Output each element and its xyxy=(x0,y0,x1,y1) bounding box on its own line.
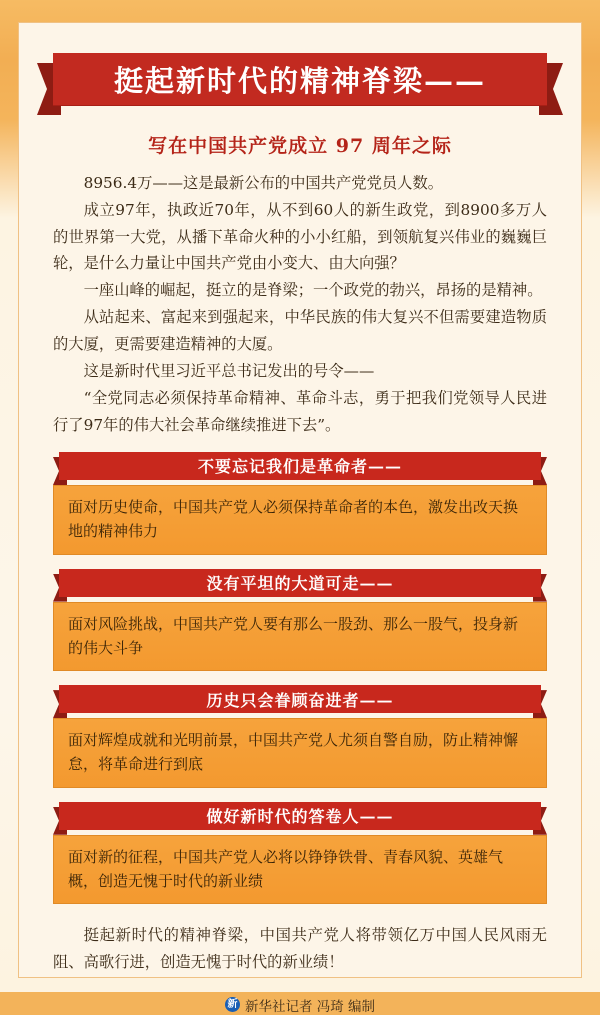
section-heading-ribbon xyxy=(59,802,541,830)
paragraph: 挺起新时代的精神脊梁，中国共产党人将带领亿万中国人民风雨无阻、高歌行进，创造无愧于时代的新业绩！ xyxy=(53,926,547,971)
section-heading-text: 不要忘记我们是革命者—— xyxy=(197,457,402,477)
section-block xyxy=(53,802,547,905)
section-heading-banner xyxy=(53,802,547,832)
intro-body xyxy=(19,162,581,438)
section-body-text: 面对新的征程，中国共产党人必将以铮铮铁骨、青春风貌、英雄气概，创造无愧于时代的新业绩 xyxy=(53,835,547,905)
poster-content xyxy=(18,22,582,1015)
section-body-text: 面对历史使命，中国共产党人必须保持革命者的本色，激发出改天换地的精神伟力 xyxy=(53,485,547,555)
section-heading-banner xyxy=(53,685,547,715)
section-heading-banner xyxy=(53,569,547,599)
paragraph: 成立97年，执政近70年，从不到60人的新生政党，到8900多万人的世界第一大党，从播下革命火种的小小红船，到领航复兴伟业的巍巍巨轮，是什么力量让中国共产党由小变大、由大向强？ xyxy=(53,201,547,272)
section-heading-banner xyxy=(53,452,547,482)
title-ribbon xyxy=(53,53,547,105)
credit-line xyxy=(19,995,581,1015)
paragraph: 这是新时代里习近平总书记发出的号令—— xyxy=(83,362,375,381)
section-heading-ribbon xyxy=(59,452,541,480)
credit-text: 新华社记者 冯琦 编制 xyxy=(244,998,376,1015)
section-block xyxy=(53,685,547,788)
paragraph: 8956.4万——这是最新公布的中国共产党党员人数。 xyxy=(83,174,444,192)
title-banner xyxy=(19,53,581,115)
paragraph: 从站起来、富起来到强起来，中华民族的伟大复兴不但需要建造物质的大厦，更需要建造精神的大厦。 xyxy=(53,308,547,353)
section-heading-text: 做好新时代的答卷人—— xyxy=(206,807,394,827)
section-body-text: 面对风险挑战，中国共产党人要有那么一股劲、那么一股气，投身新的伟大斗争 xyxy=(53,602,547,672)
section-block xyxy=(53,569,547,672)
paragraph: 一座山峰的崛起，挺立的是脊梁；一个政党的勃兴，昂扬的是精神。 xyxy=(83,281,543,300)
xinhua-logo-icon: 新 xyxy=(225,997,240,1012)
page-title: 挺起新时代的精神脊梁—— xyxy=(113,63,486,98)
section-heading-text: 历史只会眷顾奋进者—— xyxy=(206,690,394,710)
section-block xyxy=(53,452,547,555)
section-heading-ribbon xyxy=(59,569,541,597)
section-heading-text: 没有平坦的大道可走—— xyxy=(206,574,394,594)
page-subtitle: 写在中国共产党成立 97 周年之际 xyxy=(148,135,452,157)
section-heading-ribbon xyxy=(59,685,541,713)
section-body-text: 面对辉煌成就和光明前景，中国共产党人尤须自警自励，防止精神懈怠，将革命进行到底 xyxy=(53,718,547,788)
closing-body xyxy=(19,904,581,975)
paragraph-quote: “全党同志必须保持革命精神、革命斗志，勇于把我们党领导人民进行了97年的伟大社会革命继续推进下去”。 xyxy=(53,389,547,434)
